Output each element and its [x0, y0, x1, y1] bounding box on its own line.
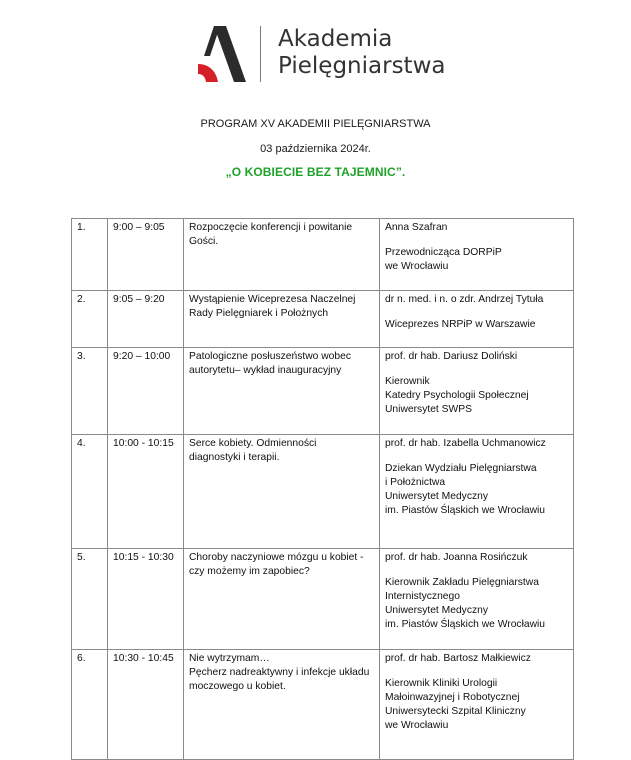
- speaker-name: prof. dr hab. Bartosz Małkiewicz: [385, 653, 531, 664]
- topic-line: Patologiczne posłuszeństwo wobec: [189, 351, 351, 362]
- program-title: PROGRAM XV AKADEMII PIELĘGNIARSTWA: [200, 118, 431, 130]
- topic-line: czy możemy im zapobiec?: [189, 566, 310, 577]
- agenda-time: 10:00 - 10:15: [108, 435, 184, 549]
- speaker-affiliation-line: Katedry Psychologii Społecznej: [385, 390, 529, 401]
- agenda-topic: [184, 219, 380, 291]
- akademia-logo: [196, 20, 446, 90]
- speaker-name: prof. dr hab. Izabella Uchmanowicz: [385, 438, 546, 449]
- agenda-speaker: [380, 219, 574, 291]
- agenda-topic: [184, 348, 380, 435]
- agenda-row: [72, 348, 574, 435]
- agenda-item-number: 5.: [72, 549, 108, 650]
- topic-line: Rozpoczęcie konferencji i powitanie: [189, 222, 353, 233]
- speaker-affiliation-line: Uniwersytet Medyczny: [385, 491, 488, 502]
- speaker-spacer: [385, 565, 568, 576]
- speaker-name: dr n. med. i n. o zdr. Andrzej Tytuła: [385, 294, 544, 305]
- topic-line: autorytetu– wykład inauguracyjny: [189, 365, 342, 376]
- agenda-speaker: [380, 291, 574, 348]
- speaker-affiliation-line: im. Piastów Śląskich we Wrocławiu: [385, 505, 546, 516]
- speaker-spacer: [385, 451, 568, 462]
- speaker-affiliation-line: we Wrocławiu: [385, 720, 449, 731]
- speaker-name: Anna Szafran: [385, 222, 448, 233]
- agenda-item-number: 6.: [72, 650, 108, 760]
- speaker-affiliation-line: Uniwersytet Medyczny: [385, 605, 488, 616]
- logo-line-1: Akademia: [278, 26, 393, 52]
- speaker-spacer: [385, 235, 568, 246]
- akademia-logo-mark-icon: [196, 24, 250, 84]
- agenda-row: [72, 435, 574, 549]
- agenda-topic: [184, 291, 380, 348]
- speaker-affiliation-line: Uniwersytet SWPS: [385, 404, 472, 415]
- topic-line: diagnostyki i terapii.: [189, 452, 280, 463]
- speaker-spacer: [385, 364, 568, 375]
- topic-line: Choroby naczyniowe mózgu u kobiet -: [189, 552, 364, 563]
- speaker-name: prof. dr hab. Dariusz Doliński: [385, 351, 518, 362]
- speaker-affiliation-line: Internistycznego: [385, 591, 460, 602]
- topic-line: Wystąpienie Wiceprezesa Naczelnej: [189, 294, 356, 305]
- speaker-affiliation-line: Wiceprezes NRPiP w Warszawie: [385, 319, 536, 330]
- topic-line: Nie wytrzymam…: [189, 653, 270, 664]
- agenda-speaker: [380, 650, 574, 760]
- speaker-affiliation-line: Uniwersytecki Szpital Kliniczny: [385, 706, 526, 717]
- speaker-affiliation-line: Dziekan Wydziału Pielęgniarstwa: [385, 463, 537, 474]
- speaker-spacer: [385, 666, 568, 677]
- agenda-time: 9:20 – 10:00: [108, 348, 184, 435]
- speaker-spacer: [385, 307, 568, 318]
- agenda-speaker: [380, 435, 574, 549]
- logo-wordmark: [278, 26, 445, 80]
- logo-line-2: Pielęgniarstwa: [278, 53, 446, 79]
- speaker-affiliation-line: Przewodnicząca DORPiP: [385, 247, 502, 258]
- agenda-item-number: 2.: [72, 291, 108, 348]
- agenda-topic: [184, 435, 380, 549]
- agenda-topic: [184, 650, 380, 760]
- agenda-row: [72, 291, 574, 348]
- agenda-topic: [184, 549, 380, 650]
- speaker-affiliation-line: Kierownik: [385, 376, 430, 387]
- speaker-affiliation-line: im. Piastów Śląskich we Wrocławiu: [385, 619, 546, 630]
- topic-line: Pęcherz nadreaktywny i infekcje układu: [189, 667, 370, 678]
- speaker-affiliation-line: Kierownik Kliniki Urologii: [385, 678, 498, 689]
- agenda-time: 10:30 - 10:45: [108, 650, 184, 760]
- agenda-time: 10:15 - 10:30: [108, 549, 184, 650]
- program-motto: „O KOBIECIE BEZ TAJEMNIC”.: [225, 165, 406, 179]
- program-date: 03 października 2024r.: [260, 143, 371, 155]
- agenda-body: [72, 219, 574, 760]
- agenda-item-number: 1.: [72, 219, 108, 291]
- agenda-row: [72, 650, 574, 760]
- topic-line: moczowego u kobiet.: [189, 681, 286, 692]
- agenda-speaker: [380, 549, 574, 650]
- agenda-time: 9:00 – 9:05: [108, 219, 184, 291]
- topic-line: Gości.: [189, 236, 219, 247]
- speaker-affiliation-line: i Położnictwa: [385, 477, 446, 488]
- topic-line: Serce kobiety. Odmienności: [189, 438, 317, 449]
- agenda-item-number: 3.: [72, 348, 108, 435]
- speaker-name: prof. dr hab. Joanna Rosińczuk: [385, 552, 528, 563]
- topic-line: Rady Pielęgniarek i Położnych: [189, 308, 329, 319]
- agenda-row: [72, 549, 574, 650]
- agenda-table: [71, 218, 574, 760]
- agenda-item-number: 4.: [72, 435, 108, 549]
- agenda-row: [72, 219, 574, 291]
- logo-divider: [260, 26, 261, 82]
- agenda-time: 9:05 – 9:20: [108, 291, 184, 348]
- speaker-affiliation-line: Kierownik Zakładu Pielęgniarstwa: [385, 577, 539, 588]
- speaker-affiliation-line: we Wrocławiu: [385, 261, 449, 272]
- agenda-speaker: [380, 348, 574, 435]
- speaker-affiliation-line: Małoinwazyjnej i Robotycznej: [385, 692, 520, 703]
